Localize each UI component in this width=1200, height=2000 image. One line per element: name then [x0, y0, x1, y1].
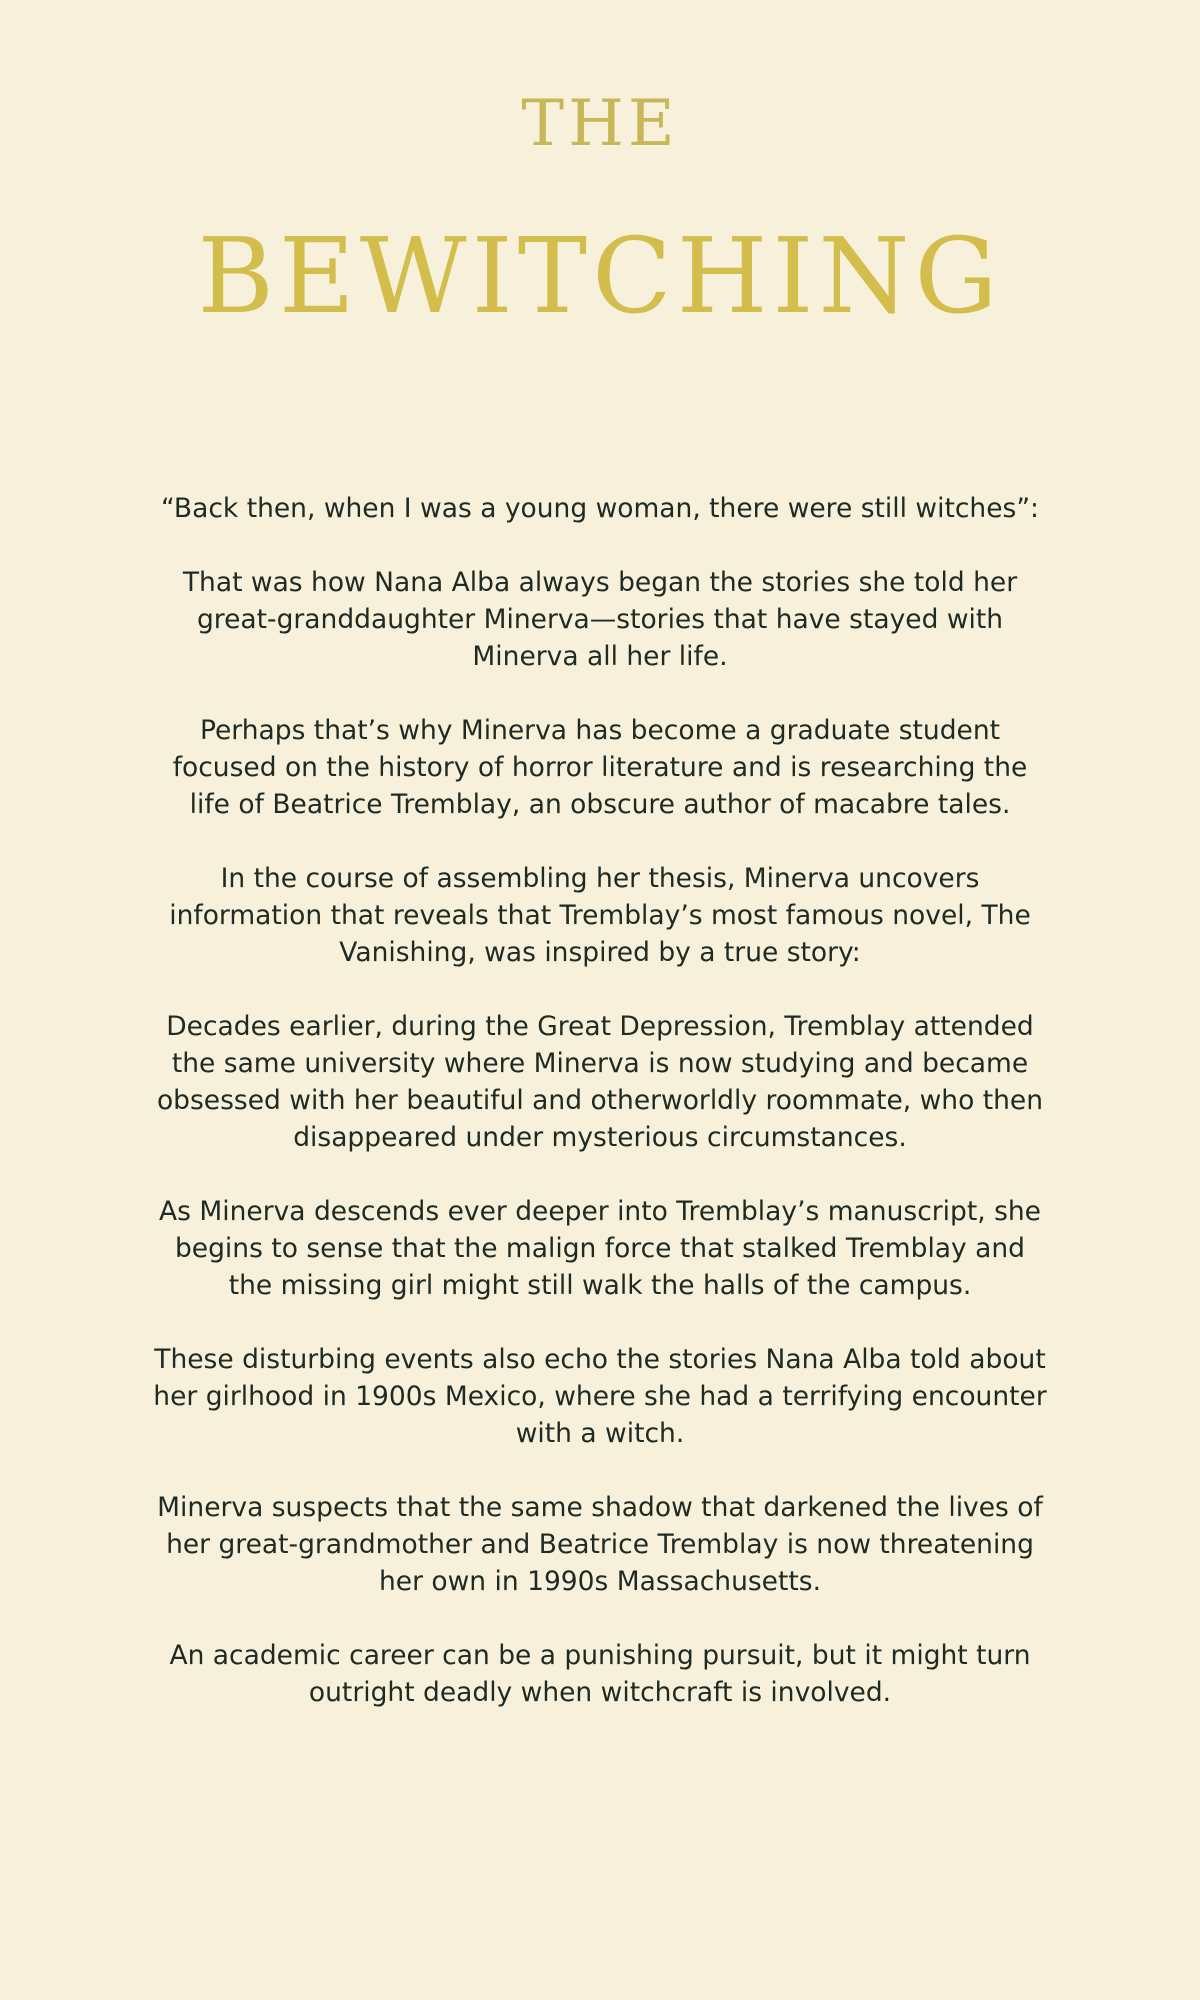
description-paragraph: Minerva suspects that the same shadow that darkened the lives of her great-grandmother and Beatrice Tremblay is now threatening her own in 1990s Massachusetts.: [157, 1492, 1043, 1597]
description-paragraph: Decades earlier, during the Great Depression, Tremblay attended the same university where Minerva is now studying and became obsessed with her beautiful and otherworldly roommate, who then disappeared under mysterious circumstances.: [156, 1011, 1044, 1153]
description-paragraph: “Back then, when I was a young woman, there were still witches”:: [161, 493, 1039, 524]
title-line-the: THE: [521, 87, 679, 161]
description-paragraph: These disturbing events also echo the stories Nana Alba told about her girlhood in 1900s Mexico, where she had a terrifying encounter with a witch.: [153, 1344, 1047, 1449]
title-line-main: BEWITCHING: [197, 215, 1003, 337]
description-paragraph: An academic career can be a punishing pursuit, but it might turn outright deadly when witchcraft is involved.: [169, 1640, 1031, 1708]
book-title: [0, 86, 1200, 346]
book-description: [150, 490, 1050, 1748]
description-paragraph: As Minerva descends ever deeper into Tremblay’s manuscript, she begins to sense that the malign force that stalked Tremblay and the missing girl might still walk the halls of the campus.: [159, 1196, 1041, 1301]
description-paragraph: In the course of assembling her thesis, Minerva uncovers information that reveals that Tremblay’s most famous novel, The Vanishing, was inspired by a true story:: [169, 863, 1031, 968]
description-paragraph: That was how Nana Alba always began the stories she told her great-granddaughter Minerva—stories that have stayed with Minerva all her life.: [182, 567, 1018, 672]
description-paragraph: Perhaps that’s why Minerva has become a graduate student focused on the history of horror literature and is researching the life of Beatrice Tremblay, an obscure author of macabre tales.: [172, 715, 1028, 820]
